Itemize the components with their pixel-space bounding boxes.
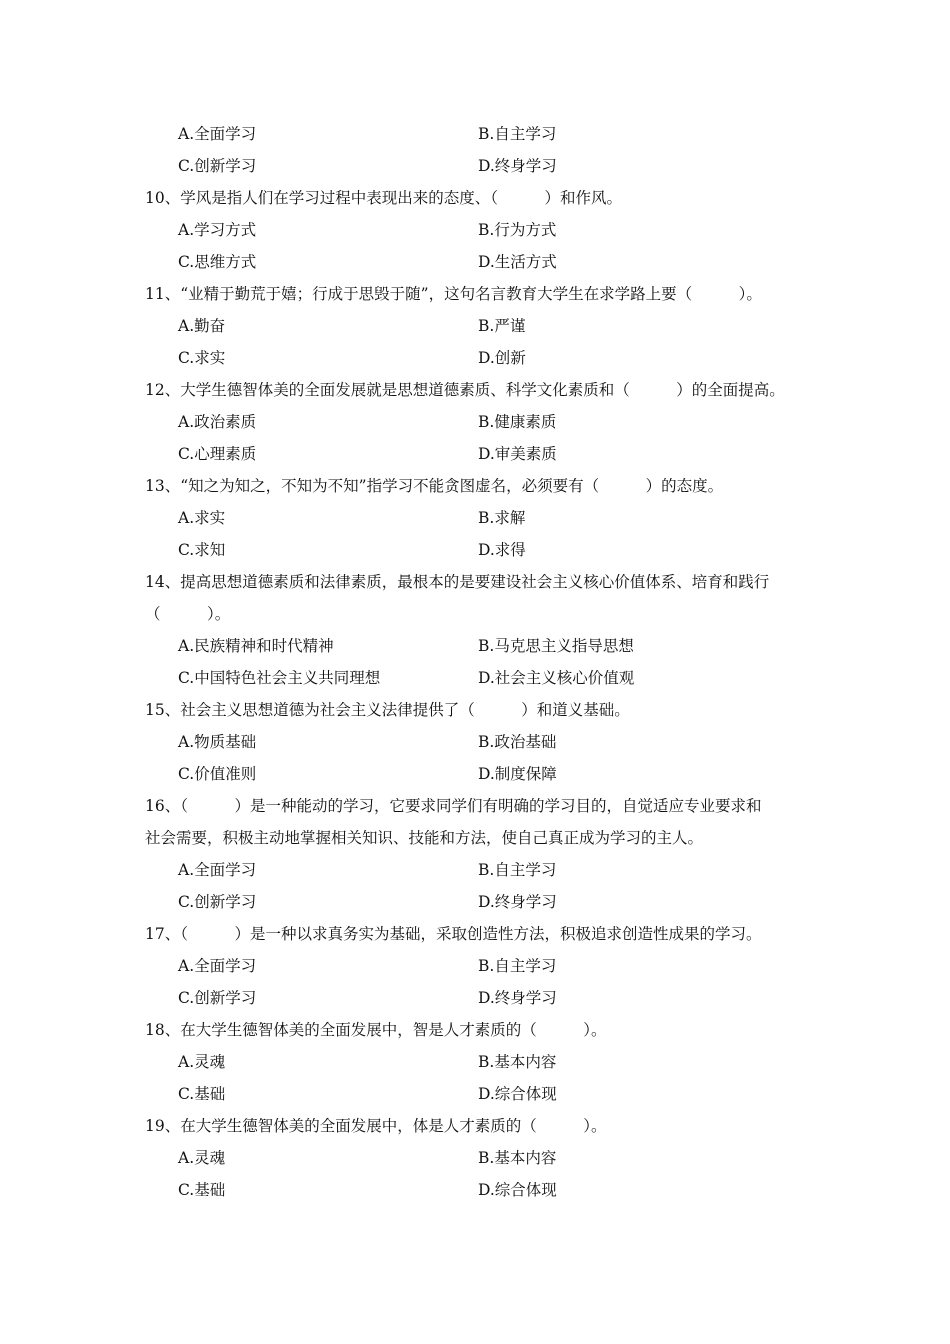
option-right: D.终身学习: [478, 893, 557, 911]
option-right: B.自主学习: [478, 125, 557, 143]
option-left: C.基础: [178, 1181, 226, 1199]
option-right: D.综合体现: [478, 1181, 557, 1199]
question-line: 15、社会主义思想道德为社会主义法律提供了（ ）和道义基础。: [145, 701, 630, 719]
option-left: A.灵魂: [178, 1053, 226, 1071]
option-left: C.价值准则: [178, 765, 257, 783]
option-left: A.政治素质: [178, 413, 257, 431]
option-right: D.生活方式: [478, 253, 557, 271]
option-right: D.终身学习: [478, 157, 557, 175]
question-line: 13、“知之为知之，不知为不知”指学习不能贪图虚名，必须要有（ ）的态度。: [145, 477, 724, 495]
option-left: A.全面学习: [178, 861, 257, 879]
question-line: 17、（ ）是一种以求真务实为基础，采取创造性方法，积极追求创造性成果的学习。: [145, 925, 762, 943]
option-right: D.制度保障: [478, 765, 557, 783]
option-left: C.求实: [178, 349, 226, 367]
option-right: D.综合体现: [478, 1085, 557, 1103]
option-left: A.物质基础: [178, 733, 257, 751]
option-right: D.终身学习: [478, 989, 557, 1007]
option-left: C.创新学习: [178, 893, 257, 911]
question-line: 社会需要，积极主动地掌握相关知识、技能和方法，使自己真正成为学习的主人。: [145, 829, 704, 847]
option-right: B.自主学习: [478, 957, 557, 975]
option-left: C.求知: [178, 541, 226, 559]
option-right: B.基本内容: [478, 1053, 557, 1071]
question-line: 10、学风是指人们在学习过程中表现出来的态度、（ ）和作风。: [145, 189, 622, 207]
option-left: C.心理素质: [178, 445, 257, 463]
option-right: D.审美素质: [478, 445, 557, 463]
option-left: C.思维方式: [178, 253, 257, 271]
option-left: C.中国特色社会主义共同理想: [178, 669, 381, 687]
option-right: D.创新: [478, 349, 526, 367]
question-line: 19、在大学生德智体美的全面发展中，体是人才素质的（ ）。: [145, 1117, 607, 1135]
option-left: A.学习方式: [178, 221, 257, 239]
question-line: 18、在大学生德智体美的全面发展中，智是人才素质的（ ）。: [145, 1021, 607, 1039]
option-right: B.自主学习: [478, 861, 557, 879]
option-right: B.基本内容: [478, 1149, 557, 1167]
option-right: B.健康素质: [478, 413, 557, 431]
option-left: A.勤奋: [178, 317, 226, 335]
question-line: 12、大学生德智体美的全面发展就是思想道德素质、科学文化素质和（ ）的全面提高。: [145, 381, 785, 399]
question-line: 14、提高思想道德素质和法律素质，最根本的是要建设社会主义核心价值体系、培育和践行: [145, 573, 770, 591]
option-left: A.求实: [178, 509, 226, 527]
question-line: （ ）。: [145, 605, 231, 623]
option-left: C.基础: [178, 1085, 226, 1103]
option-right: D.社会主义核心价值观: [478, 669, 635, 687]
option-left: C.创新学习: [178, 989, 257, 1007]
option-right: B.政治基础: [478, 733, 557, 751]
option-left: A.全面学习: [178, 957, 257, 975]
question-line: 11、“业精于勤荒于嬉；行成于思毁于随”，这句名言教育大学生在求学路上要（ ）。: [145, 285, 762, 303]
option-right: B.求解: [478, 509, 526, 527]
option-left: C.创新学习: [178, 157, 257, 175]
option-right: B.马克思主义指导思想: [478, 637, 634, 655]
option-left: A.全面学习: [178, 125, 257, 143]
question-line: 16、（ ）是一种能动的学习，它要求同学们有明确的学习目的，自觉适应专业要求和: [145, 797, 762, 815]
option-left: A.灵魂: [178, 1149, 226, 1167]
option-right: D.求得: [478, 541, 526, 559]
option-right: B.行为方式: [478, 221, 557, 239]
option-right: B.严谨: [478, 317, 526, 335]
option-left: A.民族精神和时代精神: [178, 637, 334, 655]
